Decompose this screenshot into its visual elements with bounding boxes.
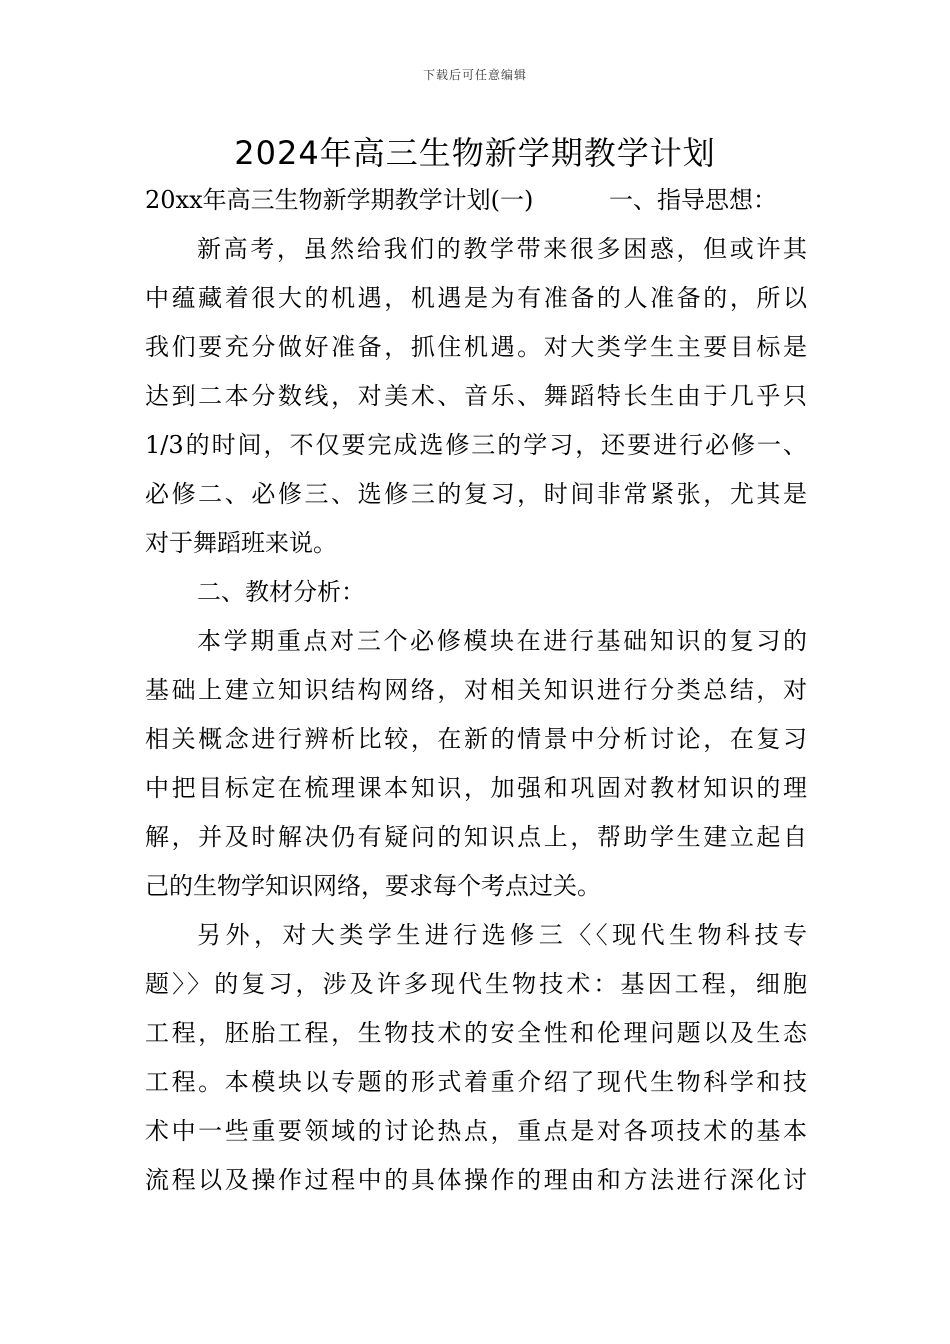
paragraph-line: 中把目标定在梳理课本知识，加强和巩固对教材知识的理 xyxy=(145,774,807,802)
paragraph-line: 工程。本模块以专题的形式着重介绍了现代生物科学和技 xyxy=(145,1068,807,1096)
paragraph-guiding-ideas xyxy=(145,225,807,568)
paragraph-line: 解，并及时解决仍有疑问的知识点上，帮助学生建立起自 xyxy=(145,823,807,851)
section2-heading: 二、教材分析： xyxy=(197,578,365,606)
paragraph-line: 我们要充分做好准备，抓住机遇。对大类学生主要目标是 xyxy=(145,333,807,361)
document-body xyxy=(145,176,807,1205)
paragraph-line: 1/3的时间，不仅要完成选修三的学习，还要进行必修一、 xyxy=(145,431,807,459)
paragraph-line: 基础上建立知识结构网络，对相关知识进行分类总结，对 xyxy=(145,676,807,704)
paragraph-line: 新高考，虽然给我们的教学带来很多困惑，但或许其 xyxy=(197,235,807,263)
paragraph-line: 本学期重点对三个必修模块在进行基础知识的复习的 xyxy=(197,627,807,655)
paragraph-material-analysis xyxy=(145,617,807,911)
paragraph-line: 术中一些重要领域的讨论热点，重点是对各项技术的基本 xyxy=(145,1117,807,1145)
subtitle-row xyxy=(145,176,807,225)
section1-heading: 一、指导思想： xyxy=(609,186,777,214)
paragraph-line: 必修二、必修三、选修三的复习，时间非常紧张，尤其是 xyxy=(145,480,807,508)
paragraph-line: 题〉〉的复习，涉及许多现代生物技术：基因工程，细胞 xyxy=(145,970,807,998)
paragraph-elective-review xyxy=(145,911,807,1205)
document-title: 2024年高三生物新学期教学计划 xyxy=(234,134,716,172)
paragraph-line: 相关概念进行辨析比较，在新的情景中分析讨论，在复习 xyxy=(145,725,807,753)
subtitle: 20xx年高三生物新学期教学计划(一) xyxy=(145,186,534,214)
paragraph-line: 对于舞蹈班来说。 xyxy=(145,529,337,557)
paragraph-line: 另外，对大类学生进行选修三〈〈现代生物科技专 xyxy=(197,921,807,949)
paragraph-line: 己的生物学知识网络，要求每个考点过关。 xyxy=(145,872,601,900)
paragraph-line: 达到二本分数线，对美术、音乐、舞蹈特长生由于几乎只 xyxy=(145,382,807,410)
paragraph-line: 流程以及操作过程中的具体操作的理由和方法进行深化讨 xyxy=(145,1166,807,1194)
header-note: 下载后可任意编辑 xyxy=(422,68,527,82)
paragraph-line: 中蕴藏着很大的机遇，机遇是为有准备的人准备的，所以 xyxy=(145,284,807,312)
paragraph-line: 工程，胚胎工程，生物技术的安全性和伦理问题以及生态 xyxy=(145,1019,807,1047)
